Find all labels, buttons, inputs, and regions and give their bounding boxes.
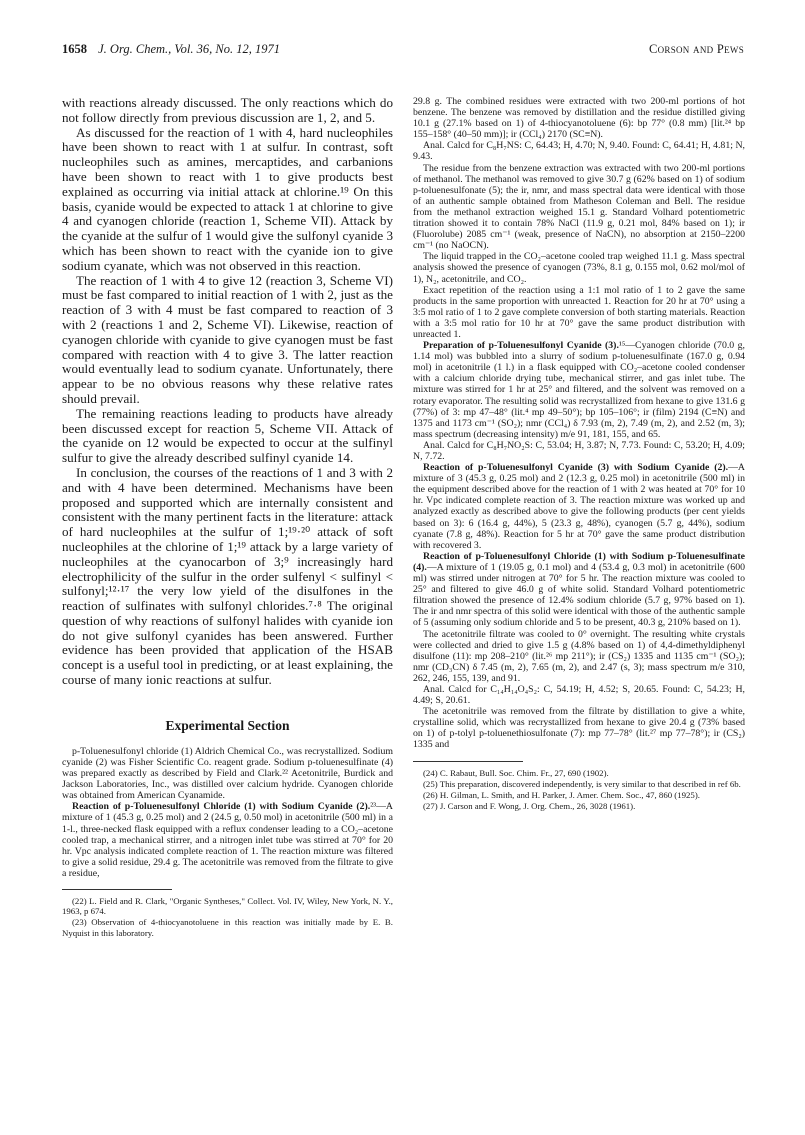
run-in-heading: Reaction of p-Toluenesulfonyl Chloride (1) with Sodium p-Toluenesulfinate (4). bbox=[413, 550, 745, 573]
footnote: (27) J. Carson and F. Wong, J. Org. Chem., 26, 3028 (1961). bbox=[423, 801, 636, 812]
paragraph: 29.8 g. The combined residues were extracted with two 200-ml portions of hot benzene. The benzene was removed by distillation and the residue distilled giving 10.1 g (27.1% based on 1) of 4-thiocyanotoluene (6): bp 77° (0.8 mm) [lit.²⁴ bp 155–158° (40–50 mm)]; ir (CCl₄) 2170 (SC≡N). bbox=[413, 96, 745, 141]
paragraph-body: —A mixture of 1 (19.05 g, 0.1 mol) and 4 (53.4 g, 0.3 mol) in acetonitrile (600 ml) was stirred under nitrogen at 70° for 5 hr. The reaction mixture was cooled to 25° and filtered to give 46.0 g of white solid. Standard Volhard potentiometric filtration showed the presence of 12.4% sodium chloride (5.7 g, 97% based on 1). The ir and nmr spectra of this solid were identical with those of the authentic sample of 5 (assuming only sodium chloride and 5 to be present, 40.3 g, 210% based on 1). bbox=[413, 561, 745, 629]
paragraph: The remaining reactions leading to products have already been discussed except for reaction 5, Scheme VII. Attack of the cyanide on 12 would be expected to occur at the sulfinyl sulfur to give the already described sulfinyl cyanide 14. bbox=[62, 405, 393, 466]
left-column bbox=[62, 96, 393, 939]
footnote: (26) H. Gilman, L. Smith, and H. Parker, J. Amer. Chem. Soc., 47, 860 (1925). bbox=[423, 789, 700, 800]
footnotes-right bbox=[413, 768, 745, 812]
experimental-text bbox=[62, 746, 393, 879]
page-number: 1658 bbox=[62, 42, 87, 56]
run-in-heading: Reaction of p-Toluenesulfonyl Chloride (1) with Sodium Cyanide (2). bbox=[72, 801, 371, 813]
footnotes-left bbox=[62, 896, 393, 938]
paragraph: In conclusion, the courses of the reactions of 1 and 3 with 2 and with 4 have been determined. Mechanisms have been proposed and supported which are internally consistent and consistent with the many pertinent facts in the literature: attack of hard nucleophiles at the sulfur of 1;¹⁹·²⁰ attack of soft nucleophiles at the chlorine of 1;¹⁹ attack by a large variety of nucleophiles at the cyanocarbon of 3;⁹ increasingly hard electrophilicity of the sulfur in the order sulfenyl < sulfinyl < sulfonyl;¹²·¹⁷ the very low yield of the disulfones in the reaction of sulfinates with sulfonyl chlorides.⁷·⁸ The original question of why reactions of sulfonyl halides with cyanide ion do not give sulfonyl cyanides has been answered. Further evidence has been provided that application of the HSAB concept is a useful tool in predicting, or at least explaining, the course of many ionic reactions at sulfur. bbox=[62, 464, 393, 688]
paragraph: The acetonitrile filtrate was cooled to 0° overnight. The resulting white crystals were collected and dried to give 1.5 g (4.8% based on 1) of 4,4-dimethyldiphenyl disulfone (11): mp 208–210° (lit.²⁶ mp 211°); ir (CS₂) 1335 and 1135 cm⁻¹ (SO₂); nmr (CD₃CN) δ 7.45 (m, 2), 7.65 (m, 2), and 2.47 (s, 3); mass spectrum m/e 310, 262, 246, 155, 139, and 91. bbox=[413, 628, 745, 684]
running-header bbox=[62, 42, 744, 60]
footnote: (23) Observation of 4-thiocyanotoluene in this reaction was initially made by E. B. Nyquist in this laboratory. bbox=[62, 917, 393, 938]
run-in-heading: Reaction of p-Toluenesulfonyl Cyanide (3) with Sodium Cyanide (2). bbox=[423, 462, 729, 474]
paragraph-body: ¹⁵—Cyanogen chloride (70.0 g, 1.14 mol) was bubbled into a slurry of sodium p-toluenesulfinate (167.0 g, 0.94 mol) in acetonitrile (1 l.) in a flask equipped with CO₂–acetone cooled condenser with a calcium chloride drying tube, mechanical stirrer, and gas inlet tube. The mixture was stirred for 1 hr at 25° and filtered, and the solvent was removed on a rotary evaporator. The resulting solid was recrystallized from hexane to give 131.6 g (77%) of 3: mp 47–48° (lit.⁴ mp 49–50°); bp 105–106°; ir (film) 2194 (C≡N) and 1375 and 1173 cm⁻¹ (SO₂); nmr (CCl₄) δ 7.93 (m, 2), 7.49 (m, 2), and 2.52 (m, 3); mass spectrum (decreasing intensity) m/e 91, 181, 155, and 65. bbox=[413, 340, 745, 440]
paragraph: The acetonitrile was removed from the filtrate by distillation to give a white, crystalline solid, which was recrystallized from hexane to give 20.4 g (73% based on 1) of p-tolyl p-toluenethiosulfonate (7): mp 77–78° (lit.²⁷ mp 77–78°); ir (CS₂) 1335 and bbox=[413, 706, 745, 751]
paragraph bbox=[413, 340, 745, 440]
paragraph: with reactions already discussed. The only reactions which do not follow directly from previous discussion are 1, 2, and 5. bbox=[62, 95, 393, 125]
paragraph: Anal. Calcd for C₁₄H₁₄O₄S₂: C, 54.19; H, 4.52; S, 20.65. Found: C, 54.23; H, 4.49; S, 20.61. bbox=[413, 683, 745, 707]
paragraph: The liquid trapped in the CO₂–acetone cooled trap weighed 11.1 g. Mass spectral analysis showed the presence of cyanogen (73%, 8.1 g, 0.155 mol, 0.62 mol/mol of 1), N₂, acetonitrile, and CO₂. bbox=[413, 251, 745, 285]
footnote-rule bbox=[62, 889, 172, 890]
paragraph: Anal. Calcd for C₈H₇NO₂S: C, 53.04; H, 3.87; N, 7.73. Found: C, 53.20; H, 4.09; N, 7.72. bbox=[413, 439, 745, 462]
paragraph: The reaction of 1 with 4 to give 12 (reaction 3, Scheme VI) must be fast compared to initial reaction of 1 with 2, just as the reaction of 3 with 4 must be fast compared to reaction of 3 with 2 (reactions 1 and 2, Scheme VI). Likewise, reaction of cyanogen chloride with cyanide to give cyanogen must be fast compared with reaction with 4 to give 3. The latter reaction would eventually lead to sodium cyanate. Unfortunately, there appear to be no obvious reasons why these relative rates should prevail. bbox=[62, 272, 393, 406]
right-column bbox=[413, 96, 745, 812]
footnote: (22) L. Field and R. Clark, "Organic Syntheses," Collect. Vol. IV, Wiley, New York, N. Y., 1963, p 674. bbox=[62, 896, 393, 917]
journal-citation: J. Org. Chem., Vol. 36, No. 12, 1971 bbox=[98, 42, 280, 56]
header-authors: Corson and Pews bbox=[648, 42, 744, 56]
paragraph: Exact repetition of the reaction using a 1:1 mol ratio of 1 to 2 gave the same products in the same proportion with unreacted 1. Reaction for 20 hr at 70° using a 3:5 mol ratio of 1 to 2 gave complete conversion of both starting materials. Reaction with a 3:5 mol ratio for 10 hr at 70° gave the same product distribution with unreacted 1. bbox=[413, 284, 745, 340]
experimental-text-continued bbox=[413, 96, 745, 751]
run-in-heading: Preparation of p-Toluenesulfonyl Cyanide (3). bbox=[423, 340, 619, 352]
paragraph bbox=[413, 462, 745, 551]
paragraph-body: —A mixture of 3 (45.3 g, 0.25 mol) and 2 (12.3 g, 0.25 mol) in acetonitrile (500 ml) in the equipment described above for the reaction of 1 with 2 was heated at 70° for 10 hr. Vpc indicated complete reaction of 3. The reaction mixture was worked up and analyzed exactly as described above to give the following products (per cent yields based on 3): 6 (16.4 g, 44%), 5 (23.3 g, 48%), cyanogen (5.7 g, 44%), sodium cyanate (7.8 g, 48%). Reaction for 5 hr at 70° gave the same product distribution with recovered 3. bbox=[413, 462, 745, 551]
header-left bbox=[62, 42, 280, 57]
paragraph: The residue from the benzene extraction was extracted with two 200-ml portions of methanol. The methanol was removed to give 30.7 g (62% based on 1) of sodium p-toluenesulfonate (5); the ir, nmr, and mass spectral data were identical with those of an authentic sample obtained from Matheson Coleman and Bell. The residue from the methanol extraction weighed 15.1 g. Standard Volhard potentiometric titration showed it to contain 78% NaCl (11.9 g, 0.21 mol, 84% based on 1); ir (Fluorolube) 2085 cm⁻¹ (weak, presence of NaCN), no absorption at 2150–2200 cm⁻¹ (no NaOCN). bbox=[413, 162, 745, 252]
paragraph bbox=[413, 551, 745, 629]
paragraph bbox=[62, 801, 393, 879]
footnote: (24) C. Rabaut, Bull. Soc. Chim. Fr., 27, 690 (1902). bbox=[423, 767, 609, 778]
paragraph: As discussed for the reaction of 1 with 4, hard nucleophiles have been shown to react with 1 at sulfur. In contrast, soft nucleophiles such as amines, mercaptides, and carbanions have been shown to react with 1 to give products best explained as occurring via initial attack at chlorine.¹⁹ On this basis, cyanide would be expected to attack 1 at chlorine to give 4 and cyanogen chloride (reaction 1, Scheme VII). Attack by the cyanide at the sulfur of 1 would give the sulfonyl cyanide 3 which has been shown to react with the cyanide ion to give sodium cyanate, which was not observed in this reaction. bbox=[62, 124, 393, 273]
experimental-section-heading: Experimental Section bbox=[165, 717, 290, 733]
paragraph-body: ²³—A mixture of 1 (45.3 g, 0.25 mol) and 2 (24.5 g, 0.50 mol) in acetonitrile (500 ml) in a 1-l., three-necked flask equipped with a reflux condenser leading to a CO₂–acetone cooled trap, a mechanical stirrer, and a nitrogen inlet tube was stirred at 70° for 20 hr. Vpc analysis indicated complete reaction of 1. The reaction mixture was filtered to give a solid residue, 29.4 g. The acetonitrile was removed from the filtrate to give a residue, bbox=[62, 801, 393, 879]
paragraph: p-Toluenesulfonyl chloride (1) Aldrich Chemical Co., was recrystallized. Sodium cyanide (2) was Fisher Scientific Co. reagent grade. Sodium p-toluenesulfinate (4) was prepared exactly as described by Field and Clark.²² Acetonitrile, Burdick and Jackson Laboratories, Inc., was distilled over calcium hydride. Cyanogen chloride was obtained from American Cyanamide. bbox=[62, 745, 393, 802]
paragraph: Anal. Calcd for C₈H₇NS: C, 64.43; H, 4.70; N, 9.40. Found: C, 64.41; H, 4.81; N, 9.43. bbox=[413, 140, 745, 163]
discussion-text bbox=[62, 96, 393, 688]
footnote: (25) This preparation, discovered independently, is very similar to that described in ref 6b. bbox=[423, 778, 741, 789]
footnote-rule bbox=[413, 761, 523, 762]
